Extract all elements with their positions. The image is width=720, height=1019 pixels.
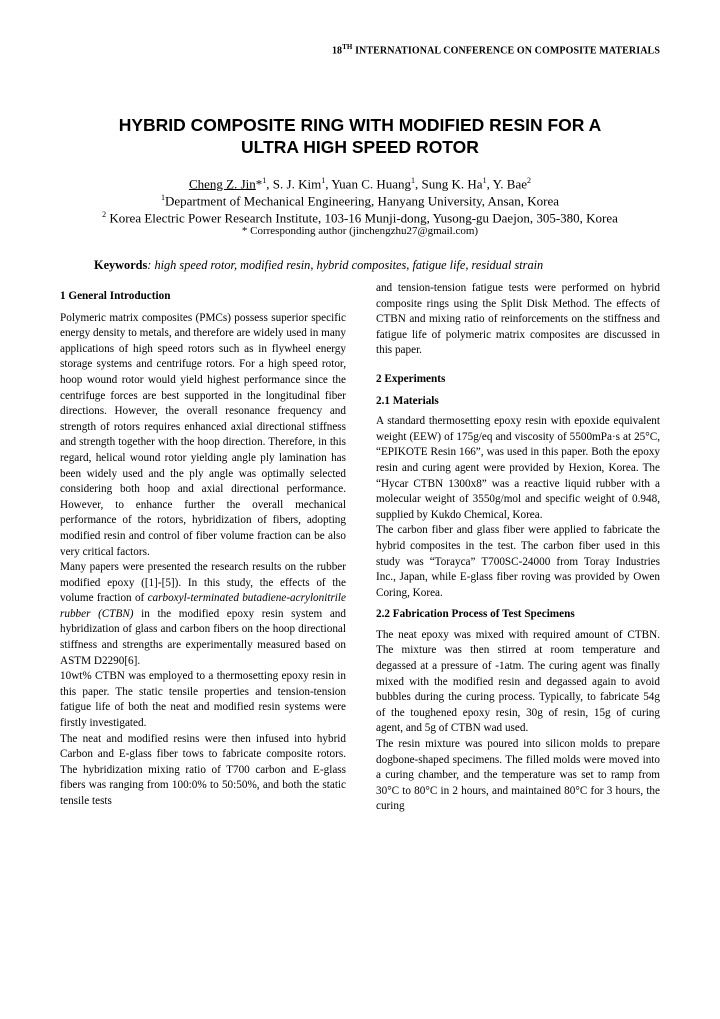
author-affil-mark: 1: [321, 176, 326, 185]
author-name: , Yuan C. Huang: [325, 176, 412, 192]
paragraph: The neat epoxy was mixed with required amount of CTBN. The mixture was then stirred at room temperature and degassed at a pressure of -1atm. The curing agent was finally mixed with the modified resin and degassed again to avoid bubbles during the curing process. Typically, to fabricate 54g of the toughened epoxy resin, 30g of resin, 15g of curing agent, and 5g of CTBN wad used.: [376, 628, 660, 735]
paragraph: The resin mixture was poured into silicon molds to prepare dogbone-shaped specimens. The filled molds were moved into a curing chamber, and the temperature was set to ramp from 30°C to 80°C in 2 hours, and maintained 80°C for 3 hours, the curing: [376, 738, 660, 813]
keywords-text: : high speed rotor, modified resin, hybrid composites, fatigue life, residual strain: [147, 258, 544, 272]
subsection-heading-fabrication: 2.2 Fabrication Process of Test Specimens: [376, 608, 575, 621]
affiliation-text: Department of Mechanical Engineering, Hanyang University, Ansan, Korea: [164, 193, 560, 209]
running-header: [0, 43, 660, 56]
conference-name: INTERNATIONAL CONFERENCE ON COMPOSITE MATERIALS: [352, 45, 660, 57]
paragraph: The carbon fiber and glass fiber were applied to fabricate the hybrid composites in the test. The carbon fiber used in this study was “Torayca” T700SC-24000 from Toray Industries Inc., Japan, while E-glass fiber roving was provided by Owen Coring, Korea.: [376, 524, 660, 599]
author-affil-mark: 2: [527, 176, 532, 185]
lead-author: Cheng Z. Jin: [188, 176, 256, 192]
affiliation-text: Korea Electric Power Research Institute, 103-16 Munji-dong, Yusong-gu Daejon, 305-380, Korea: [106, 210, 618, 226]
title-line-1: HYBRID COMPOSITE RING WITH MODIFIED RESIN FOR A: [118, 115, 602, 135]
left-column: [60, 289, 346, 810]
affiliation-number: 1: [160, 193, 165, 202]
paragraph: The neat and modified resins were then infused into hybrid Carbon and E-glass fiber tows to fabricate composite rotors. The hybridization mixing ratio of T700 carbon and E-glass fibers was ranging from 100:0% to 50:50%, and both the static tensile tests: [60, 732, 346, 807]
author-name: , Y. Bae: [486, 176, 528, 192]
paragraph-italic: carboxyl-terminated butadiene-acrylonitrile rubber (CTBN): [60, 592, 346, 620]
section-heading-introduction: 1 General Introduction: [60, 290, 171, 302]
author-affil-mark: 1: [482, 176, 487, 185]
subsection-heading-materials: 2.1 Materials: [376, 394, 439, 407]
section-heading-experiments: 2 Experiments: [376, 372, 446, 385]
paragraph: Polymeric matrix composites (PMCs) possess superior specific energy density to metals, and therefore are widely used in many applications of high speed rotors such as in flywheel energy storage systems and centrifuge rotors. For a high speed rotor, hoop wound rotor would yield highest performance since the centrifuge forces are best supported in the longitudinal fiber directions. However, the overall resonance frequency and strength of rotors requires enhanced axial directional stiffness and strength together with the hoop direction. Therefore, in this regard, helical wound rotor yielding angle ply lamination has been widely used and the ply angle was optimally selected considering both hoop and axial directional performance. However, to enhance further the overall mechanical performance of the rotors, hybridization of fibers, adopting modified resin and control of fiber volume fraction can be also very critical factors.: [60, 311, 346, 558]
title-line-2: ULTRA HIGH SPEED ROTOR: [241, 137, 479, 157]
paper-title: [60, 114, 660, 158]
conference-number: 18: [331, 45, 343, 57]
paragraph: and tension-tension fatigue tests were performed on hybrid composite rings using the Split Disk Method. The effects of CTBN and mixing ratio of reinforcements on the stiffness and fatigue life of polymeric matrix composites are discussed in this paper.: [376, 282, 660, 357]
paragraph: A standard thermosetting epoxy resin with epoxide equivalent weight (EEW) of 175g/eq and viscosity of 5500mPa·s at 25°C, “EPIKOTE Resin 166”, was used in this paper. Both the epoxy resin and curing agent were provided by Hexion, Korea. The “Hycar CTBN 1300x8” was a reactive liquid rubber with a molecular weight of 3550g/mol and specific weight of 0.948, supplied by Kukdo Chemical, Korea.: [376, 415, 660, 521]
corresponding-author: * Corresponding author (jinchengzhu27@gmail.com): [241, 225, 479, 237]
corresponding-mark: *: [255, 176, 263, 192]
keywords: [94, 258, 660, 273]
paragraph: 10wt% CTBN was employed to a thermosetting epoxy resin in this paper. The static tensile properties and tension-tension fatigue life of both the neat and modified resin systems were firstly investigated.: [60, 670, 346, 730]
paragraph-text: Many papers were presented the research results on the rubber modified epoxy ([1]-[5]). In this study, the effects of the volume fraction of: [60, 561, 346, 605]
affiliation-number: 2: [102, 210, 107, 219]
keywords-label: Keywords: [94, 258, 148, 272]
conference-ordinal: TH: [342, 43, 353, 51]
author-name: , S. J. Kim: [266, 176, 322, 192]
author-affil-mark: 1: [411, 176, 416, 185]
paragraph-text: in the modified epoxy resin system and hybridization of glass and carbon fibers on the hoop directional stiffness and strengths are experimentally measured based on ASTM D2290[6].: [60, 607, 346, 667]
paragraph: [60, 560, 346, 669]
right-column: [376, 281, 660, 815]
author-name: , Sung K. Ha: [415, 176, 483, 192]
author-affil-mark: 1: [262, 176, 267, 185]
